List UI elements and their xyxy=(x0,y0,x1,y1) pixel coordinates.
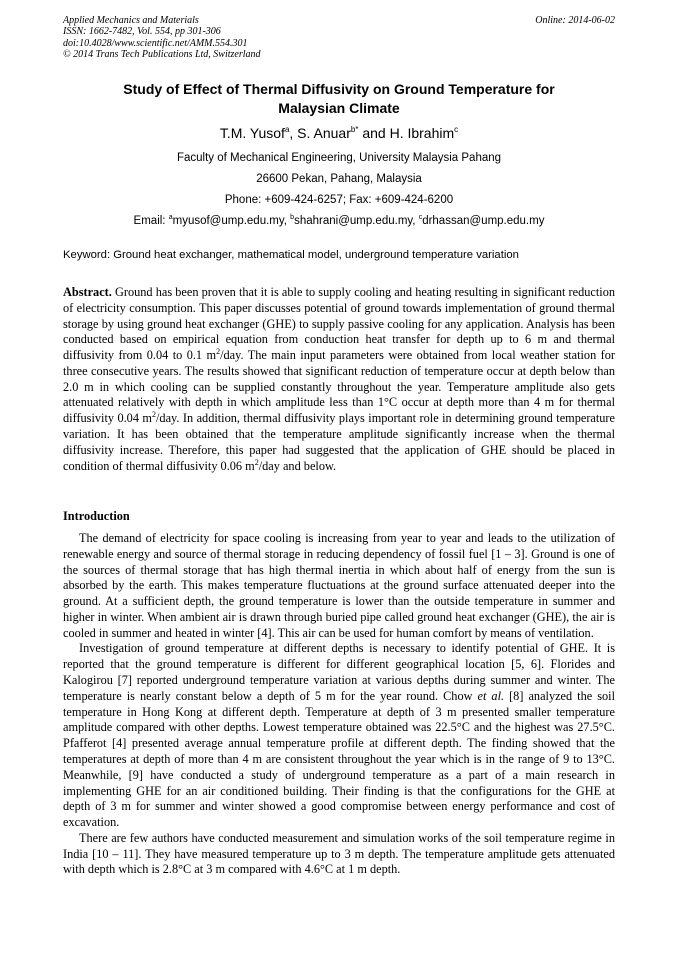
abstract-text-4: /day and below. xyxy=(258,458,337,473)
affiliation-phone: Phone: +609-424-6257; Fax: +609-424-6200 xyxy=(224,194,454,206)
author-separator: , xyxy=(289,125,298,141)
intro-paragraph-3: There are few authors have conducted measurement and simulation works of the soil temperature regime in India [10 – 11]. They have measured temperature up to 3 m depth. The temperature amplitude gets attenuated with depth which is 2.8°C at 3 m compared with 4.6°C at 1 m depth. xyxy=(63,830,615,877)
email-link-a: myusof@ump.edu.my, xyxy=(172,215,291,227)
paper-title xyxy=(63,80,615,118)
author-2: S. Anuar xyxy=(297,125,351,141)
abstract-text-1: Ground has been proven that it is able to supply cooling and heating resulting in significant reduction of electricity consumption. This paper discusses potential of ground towards implementation of ground thermal storage by using ground heat exchanger (GHE) to supply passive cooling for any application. Analysis has been conducted based on empirical equation from conduction heat transfer for depth up to 6 m and thermal diffusivity from 0.04 to 0.1 m xyxy=(63,285,615,363)
journal-name: Applied Mechanics and Materials xyxy=(63,15,199,26)
abstract xyxy=(63,285,615,474)
copyright-line: © 2014 Trans Tech Publications Ltd, Switzerland xyxy=(63,48,261,60)
et-al: et al. xyxy=(477,688,505,703)
author-3: H. Ibrahim xyxy=(389,125,455,141)
email-link-b: shahrani@ump.edu.my, xyxy=(294,215,419,227)
email-marker-c: c xyxy=(418,214,423,221)
email-link-c: drhassan@ump.edu.my xyxy=(422,215,545,227)
author-2-marker: b* xyxy=(350,125,359,134)
author-3-marker: c xyxy=(454,125,459,134)
intro-paragraph-2 xyxy=(63,641,615,830)
superscript: 2 xyxy=(254,457,259,467)
keywords: Keyword: Ground heat exchanger, mathematical model, underground temperature variation xyxy=(63,249,519,261)
abstract-paragraph xyxy=(63,285,615,474)
intro-paragraph-2-text-b: [8] analyzed the soil temperature in Hong Kong at different depth. Temperature at depth of 3 m presented smaller temperature amplitude compared with other depths. Lowest temperature obtained was 22.5°C and the highest was 27.5°C. Pfafferot [4] presented average annual temperature profile at different depth. The finding showed that the temperatures at depth of more than 4 m are consistent throughout the year which is in the range of 9 to 13°C. Meanwhile, [9] have conducted a study of underground temperature as a part of a main research in implementing GHE for an air conditioned building. Their finding is that the configurations for the GHE at depth of 3 m for summer and winter showed a good compromise between energy performance and cost of excavation. xyxy=(63,688,615,830)
abstract-lead: Abstract. xyxy=(63,285,112,299)
citation-block xyxy=(63,15,261,60)
abstract-text-2: /day. The main input parameters were obtained from local weather station for three consecutive years. The results showed that significant reduction of temperature occur at depth below than 2.0 m in which cooling can be supplied constantly throughout the year. Temperature amplitude also gets attenuated relatively with depth in which amplitude less than 1°C occur at depth more than 4 m for thermal diffusivity 0.04 m xyxy=(63,348,615,426)
title-line-2: Malaysian Climate xyxy=(278,100,400,116)
affiliation-address: 26600 Pekan, Pahang, Malaysia xyxy=(256,173,422,185)
online-date: Online: 2014-06-02 xyxy=(535,15,615,26)
abstract-text-3: /day. In addition, thermal diffusivity plays important role in determining ground temperature variation. It has been obtained that the temperature amplitude significantly increase when the thermal diffusivity increase. Therefore, this paper had suggested that the application of GHE should be placed in condition of thermal diffusivity 0.06 m xyxy=(63,411,615,473)
affiliation-email xyxy=(63,214,615,228)
superscript: 2 xyxy=(216,347,221,357)
intro-paragraph-1: The demand of electricity for space cooling is increasing from year to year and leads to the utilization of renewable energy and source of thermal storage in reducing dependency of fossil fuel [1 – 3]. Ground is one of the sources of thermal storage that has high thermal inertia in which about half of energy from the sun is absorbed by the earth. This makes temperature fluctuations at the ground surface attenuated deeper into the ground. At a sufficient depth, the ground temperature is lower than the outside temperature in summer and higher in winter. When ambient air is drawn through buried pipe called ground heat exchanger (GHE), the air is cooled in summer and heated in winter [4]. This air can be used for human comfort by means of ventilation. xyxy=(63,531,615,640)
author-list xyxy=(63,123,615,143)
author-1: T.M. Yusof xyxy=(219,125,285,141)
affiliation-faculty: Faculty of Mechanical Engineering, University Malaysia Pahang xyxy=(176,152,502,164)
author-1-marker: a xyxy=(284,125,290,134)
introduction-body xyxy=(63,531,615,878)
author-separator: and xyxy=(358,125,390,141)
email-marker-b: b xyxy=(290,214,295,221)
doi-line: doi:10.4028/www.scientific.net/AMM.554.301 xyxy=(63,37,248,49)
superscript: 2 xyxy=(152,410,156,420)
email-marker-a: a xyxy=(168,214,173,221)
title-line-1: Study of Effect of Thermal Diffusivity on Ground Temperature for xyxy=(123,81,555,97)
issn-line: ISSN: 1662-7482, Vol. 554, pp 301-306 xyxy=(63,26,221,38)
intro-paragraph-2-text-a: Investigation of ground temperature at different depths is necessary to identify potential of GHE. It is reported that the ground temperature is different for different geographical location [5, 6]. Florides and Kalogirou [7] reported underground temperature variation at various depths during summer and winter. The temperature is nearly constant below a depth of 5 m for the year round. Chow xyxy=(63,641,615,703)
email-label: Email: xyxy=(133,215,169,227)
section-heading: Introduction xyxy=(63,509,130,523)
